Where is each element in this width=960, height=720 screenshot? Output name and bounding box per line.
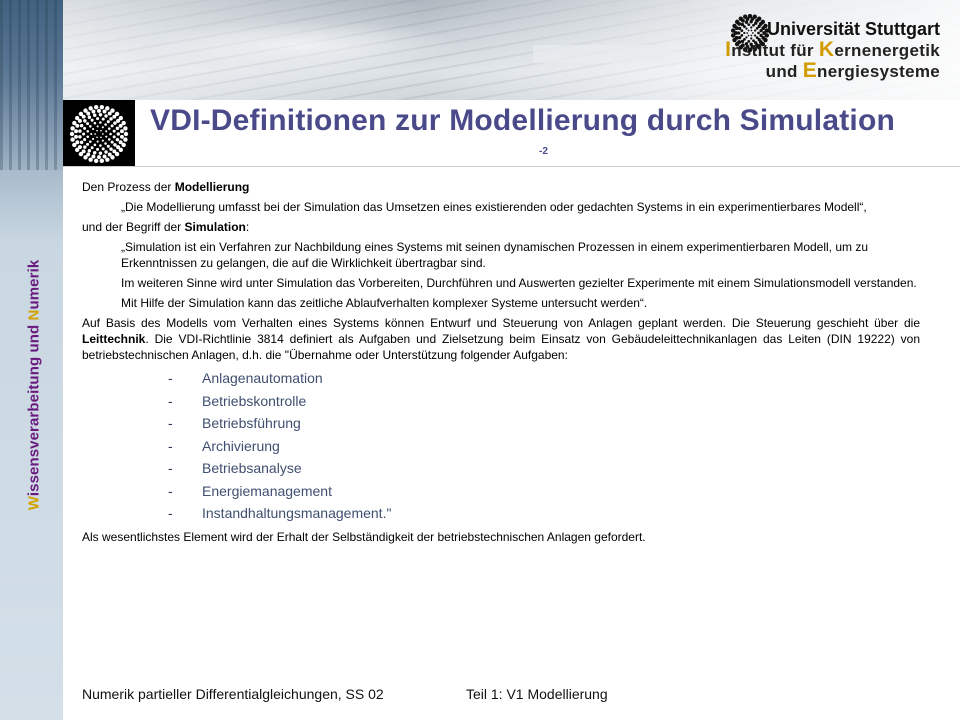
banner-photo-detail [533, 45, 673, 63]
list-item [82, 502, 920, 525]
title-divider [63, 166, 960, 167]
paragraph-simulation [82, 219, 920, 235]
text: und der Begriff der [82, 220, 185, 234]
institute-line-1 [725, 40, 940, 61]
bullet-dash: - [168, 415, 173, 431]
vertical-title-part: umerik [25, 259, 43, 310]
vertical-title-initial-n: N [25, 309, 43, 321]
text: Den Prozess der [82, 180, 175, 194]
initial-k: K [818, 38, 835, 61]
footer-course: Numerik partieller Differentialgleichungen, SS 02 [82, 686, 384, 702]
quote-simulation-3: Mit Hilfe der Simulation kann das zeitliche Ablaufverhalten komplexer Systeme untersucht werden“. [121, 296, 648, 310]
quote-simulation-2: Im weiteren Sinne wird unter Simulation das Vorbereiten, Durchführen und Auswerten gezielter Experimente mit einem Simulationsmodell verstanden. [121, 276, 917, 290]
bullet-dash: - [168, 505, 173, 521]
university-block [725, 18, 940, 82]
bullet-dash: - [168, 482, 173, 499]
text: Auf Basis des Modells vom Verhalten eines Systems können Entwurf und Steuerung von Anlagen geplant werden. Die Steuerung geschieht über die [82, 316, 920, 330]
header-banner [63, 0, 960, 100]
list-item [82, 480, 920, 503]
task-list [82, 367, 920, 525]
vertical-title-part: issensverarbeitung und [25, 320, 43, 497]
page-title: VDI-Definitionen zur Modellierung durch Simulation [150, 104, 895, 137]
list-item [82, 412, 920, 435]
bold-term: Simulation [184, 220, 246, 234]
bold-term: Modellierung [174, 180, 250, 194]
bullet-dash: - [168, 460, 173, 476]
university-emblem-icon [69, 104, 129, 164]
list-item [82, 457, 920, 480]
list-item-text: Betriebsanalyse [202, 460, 302, 476]
institute-text: ernenergetik [834, 41, 940, 60]
quote-simulation-1: „Simulation ist ein Verfahren zur Nachbildung eines Systems mit seinen dynamischen Prozessen in einem experimentierbaren Modell, um zu Erkenntnissen zu gelangen, die auf die Wirklichkeit übertragbar sind. [121, 240, 869, 270]
list-item-text: Anlagenautomation [202, 370, 323, 386]
list-item-text: Betriebskontrolle [202, 392, 307, 409]
bold-term: Leittechnik [82, 332, 146, 346]
list-item [82, 435, 920, 458]
slide-content [82, 179, 920, 549]
list-item-text: Instandhaltungsmanagement." [202, 505, 392, 521]
quote-modellierung: „Die Modellierung umfasst bei der Simulation das Umsetzen eines existierenden oder gedachten Systems in ein experimentierbares Modell“, [121, 200, 867, 214]
vertical-title-initial-w: W [25, 496, 43, 511]
initial-e: E [802, 59, 818, 82]
institute-text: und [765, 62, 803, 81]
list-item-text: Energiemanagement [202, 482, 332, 499]
paragraph-conclusion: Als wesentlichstes Element wird der Erhalt der Selbständigkeit der betriebstechnischen Anlagen gefordert. [82, 529, 646, 544]
paragraph-modellierung [82, 179, 920, 195]
footer-part: Teil 1: V1 Modellierung [466, 686, 608, 702]
paragraph-leittechnik [82, 315, 920, 363]
institute-text: nergiesysteme [817, 62, 940, 81]
bullet-dash: - [168, 392, 173, 409]
university-emblem-box [63, 100, 135, 167]
page-number: -2 [539, 146, 548, 157]
banner-photo-highlight [143, 20, 463, 70]
text: . Die VDI-Richtlinie 3814 definiert als Aufgaben und Zielsetzung beim Einsatz von Gebäudeleittechnikanlagen das Leiten (DIN 19222) von betriebstechnischen Anlagen, d.h. die "Übernahme oder Unterstützung folgender Aufgaben: [82, 332, 920, 362]
text: : [245, 220, 250, 234]
university-name: Universität Stuttgart [766, 19, 940, 39]
initial-i: I [725, 38, 732, 61]
bullet-dash: - [168, 370, 173, 386]
list-item [82, 390, 920, 413]
vertical-department-title [26, 260, 43, 511]
institute-text: nstitut für [731, 41, 819, 60]
sidebar-building-photo [0, 0, 63, 170]
list-item-text: Betriebsführung [202, 415, 301, 431]
institute-line-2 [725, 61, 940, 82]
list-item-text: Archivierung [202, 437, 280, 454]
list-item [82, 367, 920, 390]
left-sidebar [0, 0, 63, 720]
bullet-dash: - [168, 437, 173, 454]
